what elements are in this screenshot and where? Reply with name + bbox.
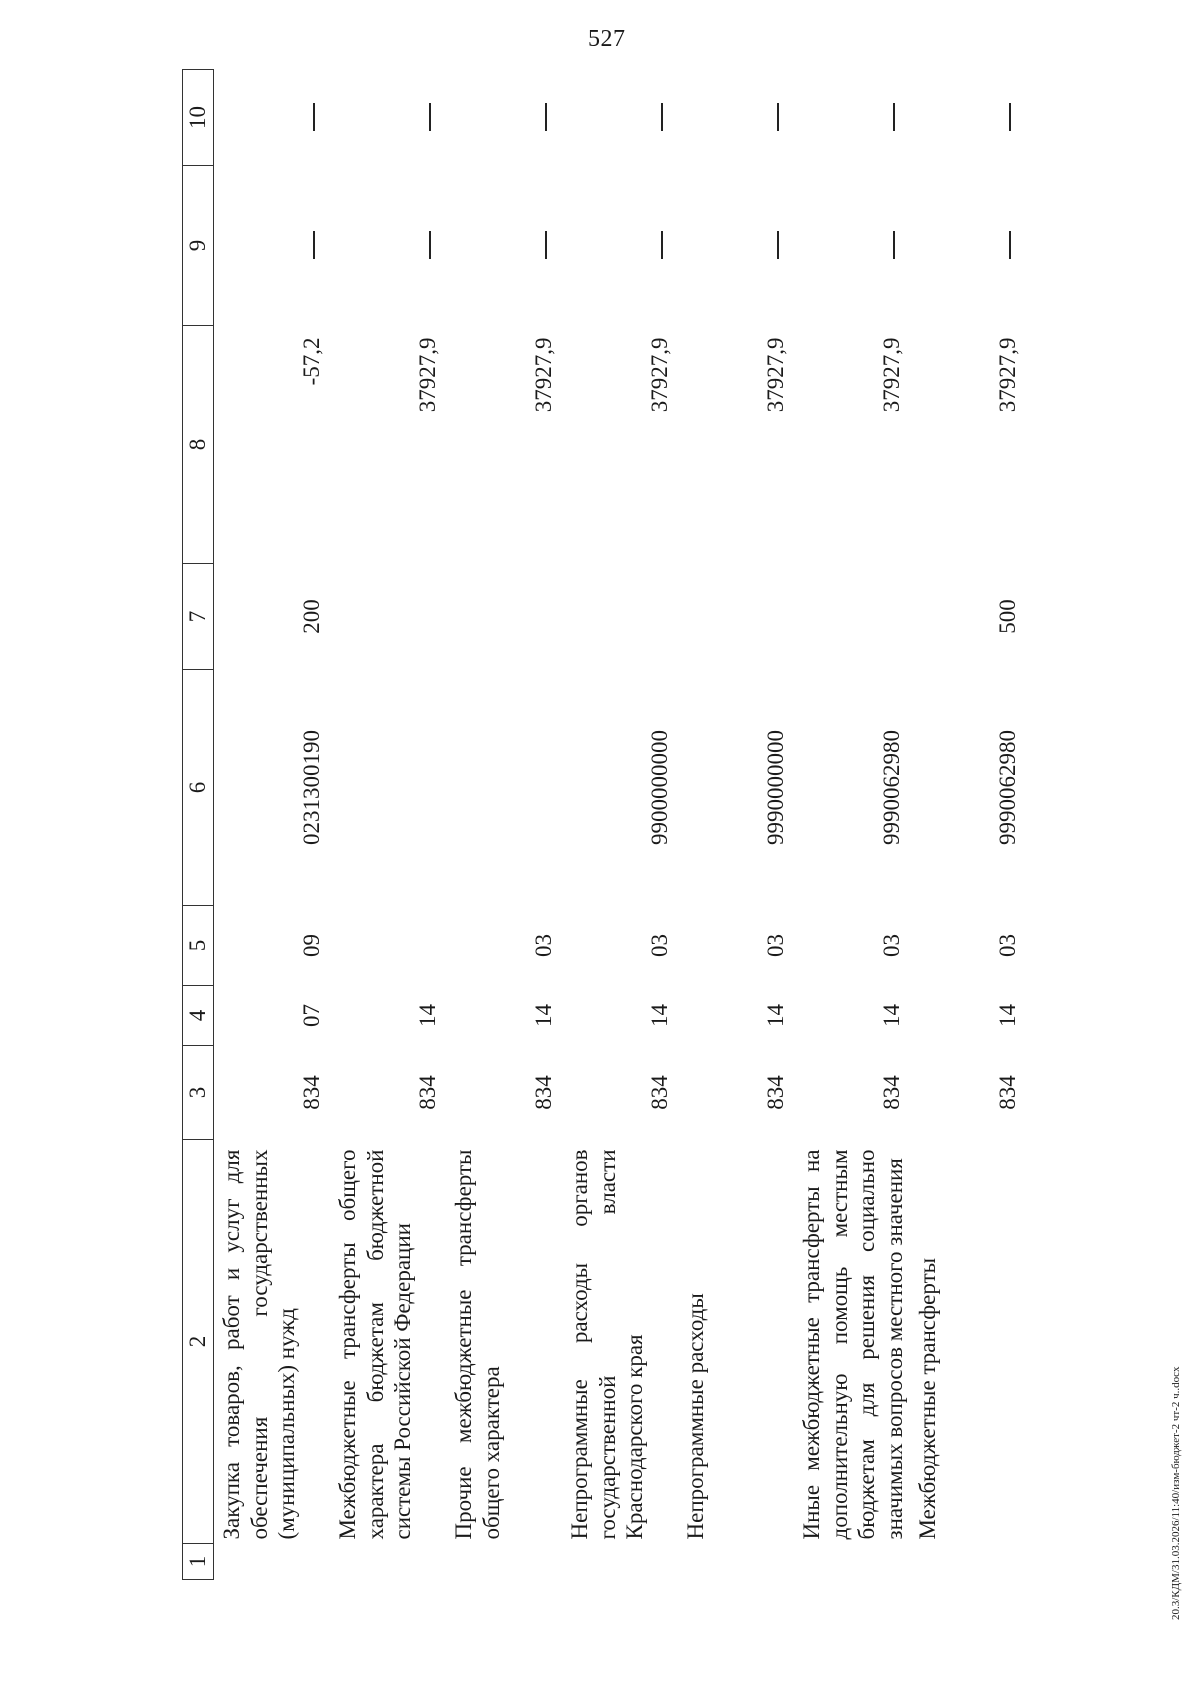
cell-col-7: 500 [995,599,1021,634]
cell-col-5: 03 [531,934,557,957]
cell-col-6 [330,670,446,906]
column-header-8: 8 [183,326,214,564]
cell-col-5 [330,906,446,986]
cell-col-5: 03 [763,934,789,957]
cell-col-2: Межбюджетные трансферты [915,1257,940,1540]
cell-col-1 [562,1544,678,1580]
dash-mark [661,232,662,260]
cell-col-6: 9990062980 [995,730,1021,845]
cell-col-4: 07 [299,1004,325,1027]
cell-col-10 [214,70,331,166]
column-header-9: 9 [183,166,214,326]
cell-col-4: 14 [879,1004,905,1027]
cell-col-8: 37927,9 [531,337,557,413]
cell-col-10 [330,70,446,166]
column-header-3: 3 [183,1046,214,1140]
cell-col-7 [678,564,794,670]
cell-col-10 [678,70,794,166]
cell-col-8: 37927,9 [879,337,905,413]
cell-col-8: 37927,9 [647,337,673,413]
cell-col-6: 9990062980 [879,730,905,845]
dash-mark [1009,232,1010,260]
table-row [794,70,910,1580]
cell-col-9 [562,166,678,326]
cell-col-5: 03 [879,934,905,957]
dash-mark [429,232,430,260]
cell-col-8: 37927,9 [415,337,441,413]
budget-table-rotated [182,70,1082,1580]
cell-col-1 [678,1544,794,1580]
dash-mark [545,104,546,132]
cell-col-6 [446,670,562,906]
table-row [214,70,331,1580]
dash-mark [777,104,778,132]
cell-col-9 [214,166,331,326]
cell-col-3: 834 [415,1075,441,1110]
cell-col-6: 9990000000 [763,730,789,845]
column-header-6: 6 [183,670,214,906]
dash-mark [1009,104,1010,132]
cell-col-6: 0231300190 [299,730,325,845]
dash-mark [661,104,662,132]
table-body [214,70,1027,1580]
cell-col-3: 834 [531,1075,557,1110]
header-row [183,70,214,1580]
cell-col-2: Иные межбюджетные трансферты на дополнительную помощь местным бюджетам для решения социально значимых вопросов местного значения [799,1149,907,1540]
cell-col-1 [910,1544,1026,1580]
cell-col-7 [330,564,446,670]
table-row [330,70,446,1580]
table-row [910,70,1026,1580]
cell-col-5: 09 [299,934,325,957]
cell-col-10 [562,70,678,166]
dash-mark [893,104,894,132]
cell-col-8: -57,2 [299,337,325,386]
cell-col-2: Прочие межбюджетные трансферты общего характера [451,1149,504,1540]
cell-col-1 [330,1544,446,1580]
dash-mark [313,104,314,132]
cell-col-4: 14 [415,1004,441,1027]
cell-col-3: 834 [299,1075,325,1110]
cell-col-4: 14 [995,1004,1021,1027]
cell-col-7 [794,564,910,670]
cell-col-10 [446,70,562,166]
budget-table [182,69,1026,1580]
cell-col-2: Межбюджетные трансферты общего характера бюджетам бюджетной системы Российской Федерации [335,1149,416,1540]
cell-col-9 [330,166,446,326]
cell-col-1 [446,1544,562,1580]
cell-col-9 [678,166,794,326]
page-number: 527 [588,26,626,52]
cell-col-4: 14 [647,1004,673,1027]
table-row [562,70,678,1580]
table-row [446,70,562,1580]
cell-col-3: 834 [995,1075,1021,1110]
cell-col-9 [794,166,910,326]
cell-col-6: 9900000000 [647,730,673,845]
column-header-5: 5 [183,906,214,986]
cell-col-1 [794,1544,910,1580]
cell-col-8: 37927,9 [763,337,789,413]
cell-col-3: 834 [763,1075,789,1110]
table-row [678,70,794,1580]
dash-mark [545,232,546,260]
cell-col-10 [910,70,1026,166]
cell-col-7: 200 [299,599,325,634]
cell-col-4: 14 [531,1004,557,1027]
dash-mark [429,104,430,132]
cell-col-2: Закупка товаров, работ и услуг для обеспечения государственных (муниципальных) нужд [219,1149,300,1540]
footer-file-code: 20.3/КДМ/31.03.2026/11:40/изм-бюджет-2 чт-2 ч..docx [1170,1366,1182,1620]
column-header-10: 10 [183,70,214,166]
column-header-7: 7 [183,564,214,670]
dash-mark [777,232,778,260]
dash-mark [313,232,314,260]
cell-col-5: 03 [995,934,1021,957]
cell-col-9 [446,166,562,326]
cell-col-4: 14 [763,1004,789,1027]
cell-col-5: 03 [647,934,673,957]
cell-col-1 [214,1544,331,1580]
column-header-2: 2 [183,1140,214,1544]
cell-col-3: 834 [647,1075,673,1110]
cell-col-8: 37927,9 [995,337,1021,413]
column-header-1: 1 [183,1544,214,1580]
cell-col-3: 834 [879,1075,905,1110]
cell-col-9 [910,166,1026,326]
cell-col-10 [794,70,910,166]
cell-col-2: Непрограммные расходы [683,1293,708,1540]
cell-col-7 [446,564,562,670]
cell-col-2: Непрограммные расходы органов государственной власти Краснодарского края [567,1149,648,1540]
column-header-4: 4 [183,986,214,1046]
cell-col-7 [562,564,678,670]
dash-mark [893,232,894,260]
